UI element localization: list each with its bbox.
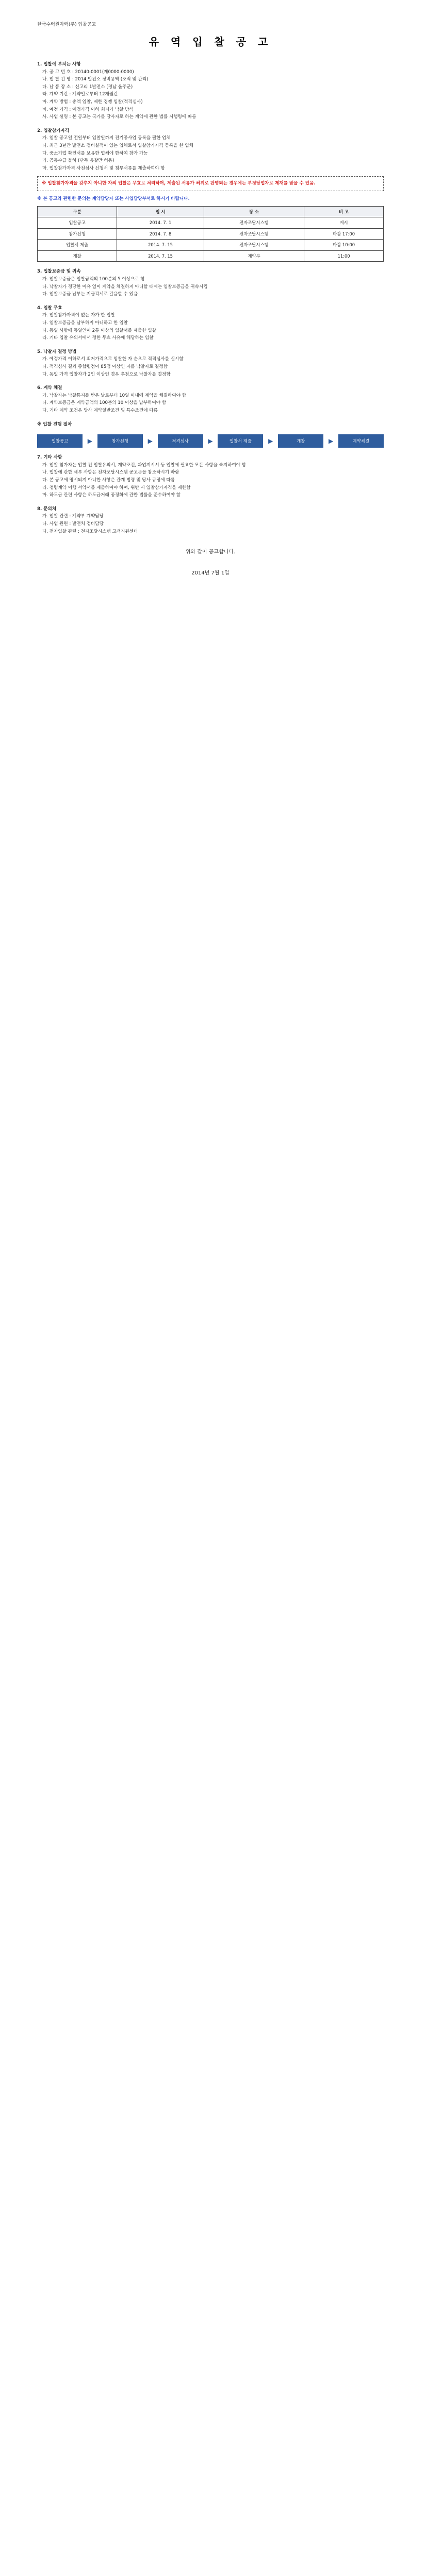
table-header-cell: 구분 xyxy=(38,206,117,217)
section-line: 가. 공 고 번 호 : 20140-0001(제0000-0000) xyxy=(42,69,134,75)
document-page xyxy=(37,21,384,577)
section-heading: 7. 기타 사항 xyxy=(37,455,62,461)
table-body xyxy=(38,217,384,262)
section-line: 가. 입찰보증금은 입찰금액의 100분의 5 이상으로 함 xyxy=(42,277,145,282)
arrow-right-icon: ▶ xyxy=(148,437,153,445)
process-step: 입찰공고 xyxy=(37,434,83,448)
arrow-right-icon: ▶ xyxy=(328,437,334,445)
section-line: 가. 예정가격 이하로서 최저가격으로 입찰한 자 순으로 적격심사를 실시함 xyxy=(42,357,184,362)
section-line: 가. 입찰 관련 : 계약부 계약담당 xyxy=(42,514,104,519)
section-line: 마. 계약 방법 : 총액 입찰, 제한 경쟁 입찰(적격심사) xyxy=(42,99,143,105)
section-line: 다. 동일 사항에 동일인이 2통 이상의 입찰서를 제출한 입찰 xyxy=(42,328,156,333)
section-line: 다. 중소기업 확인서를 보유한 업체에 한하여 참가 가능 xyxy=(42,150,148,156)
section-line: 다. 납 품 장 소 : 신고리 1발전소 (경남 울주군) xyxy=(42,84,133,90)
closing-text: 위와 같이 공고합니다. xyxy=(185,549,236,555)
table-cell: 2014. 7. 8 xyxy=(117,228,204,240)
section-heading: 2. 입찰참가자격 xyxy=(37,128,70,133)
table-header-row xyxy=(38,206,384,217)
section-line: 가. 입찰참가자격이 없는 자가 한 입찰 xyxy=(42,313,115,318)
table-cell: 2014. 7. 15 xyxy=(117,250,204,262)
table-cell: 개찰 xyxy=(38,250,117,262)
more-sections-container xyxy=(37,268,384,414)
blue-notice: ※ 본 공고와 관련한 문의는 계약담당자 또는 사업담당부서로 하시기 바랍니다. xyxy=(37,196,190,201)
section-line: 나. 최근 3년간 발전소 정비실적이 있는 업체로서 입찰참가자격 등록을 한 업체 xyxy=(42,143,193,148)
section-line: 나. 계약보증금은 계약금액의 100분의 10 이상을 납부하여야 함 xyxy=(42,400,167,406)
section-line: 가. 낙찰자는 낙찰통지를 받은 날로부터 10일 이내에 계약을 체결하여야 함 xyxy=(42,393,186,398)
section-line: 나. 입 찰 건 명 : 2014 발전소 정비용역 (조직 및 관리) xyxy=(42,77,149,82)
section-line: 나. 낙찰자가 정당한 이유 없이 계약을 체결하지 아니할 때에는 입찰보증금을 귀속시킴 xyxy=(42,284,208,290)
table-cell: 입찰서 제출 xyxy=(38,240,117,251)
schedule-table xyxy=(37,206,384,262)
section-line: 나. 적격심사 결과 종합평점이 85점 이상인 자를 낙찰자로 결정함 xyxy=(42,364,168,369)
org-line: 한국수력원자력(주) 입찰공고 xyxy=(37,22,96,27)
process-title: ※ 입찰 진행 절차 xyxy=(37,421,72,427)
section-line: 라. 계약 기간 : 계약일로부터 12개월간 xyxy=(42,92,118,97)
section-line: 라. 청렴계약 이행 서약서를 제출하여야 하며, 위반 시 입찰참가자격을 제한함 xyxy=(42,485,191,490)
section-heading: 1. 입찰에 부치는 사항 xyxy=(37,62,81,67)
section-heading: 6. 계약 체결 xyxy=(37,385,62,391)
final-sections-container xyxy=(37,454,384,535)
section-line: 사. 사업 설명 : 본 공고는 국가를 당사자로 하는 계약에 관한 법률 시행령에 따름 xyxy=(42,114,196,120)
section-line: 다. 기타 계약 조건은 당사 계약일반조건 및 특수조건에 따름 xyxy=(42,408,158,413)
table-cell: 2014. 7. 1 xyxy=(117,217,204,229)
section-line: 마. 하도급 관련 사항은 하도급거래 공정화에 관한 법률을 준수하여야 함 xyxy=(42,493,181,498)
section-line: 가. 입찰 참가자는 입찰 전 입찰유의서, 계약조건, 과업지시서 등 입찰에 필요한 모든 사항을 숙지하여야 함 xyxy=(42,462,247,468)
section-line: 나. 사업 관련 : 발전처 정비담당 xyxy=(42,521,104,527)
section-line: 가. 입찰 공고일 전일부터 입찰일까지 전기공사업 등록을 필한 업체 xyxy=(42,135,171,141)
table-cell: 계약부 xyxy=(204,250,304,262)
process-step: 입찰서 제출 xyxy=(218,434,263,448)
section-heading: 4. 입찰 무효 xyxy=(37,305,62,311)
red-notice: ※ 입찰참가자격을 갖추지 아니한 자의 입찰은 무효로 처리하며, 제출된 서류가 허위로 판명되는 경우에는 부정당업자로 제재를 받을 수 있음. xyxy=(42,181,316,187)
section-line: 다. 입찰보증금 납부는 지급각서로 갈음할 수 있음 xyxy=(42,292,138,297)
arrow-right-icon: ▶ xyxy=(208,437,213,445)
table-row xyxy=(38,250,384,262)
table-row xyxy=(38,217,384,229)
document-title: 유 역 입 찰 공 고 xyxy=(149,36,272,48)
process-flow xyxy=(37,434,384,448)
process-step: 개찰 xyxy=(278,434,323,448)
table-row xyxy=(38,240,384,251)
table-cell: 전자조달시스템 xyxy=(204,228,304,240)
document-body xyxy=(37,61,384,577)
table-header-cell: 장 소 xyxy=(204,206,304,217)
section-line: 다. 동일 가격 입찰자가 2인 이상인 경우 추첨으로 낙찰자를 결정함 xyxy=(42,371,171,377)
arrow-right-icon: ▶ xyxy=(268,437,273,445)
section-line: 바. 예정 가격 : 예정가격 이하 최저가 낙찰 방식 xyxy=(42,107,134,112)
section-line: 라. 기타 입찰 유의서에서 정한 무효 사유에 해당하는 입찰 xyxy=(42,335,154,341)
table-row xyxy=(38,228,384,240)
table-cell: 입찰공고 xyxy=(38,217,117,229)
process-step: 계약체결 xyxy=(338,434,384,448)
arrow-right-icon: ▶ xyxy=(87,437,93,445)
section-line: 나. 입찰보증금을 납부하지 아니하고 한 입찰 xyxy=(42,320,128,326)
table-cell: 11:00 xyxy=(304,250,384,262)
table-header-cell: 일 시 xyxy=(117,206,204,217)
section-heading: 3. 입찰보증금 및 귀속 xyxy=(37,269,81,275)
section-heading: 8. 문의처 xyxy=(37,506,57,512)
section-line: 다. 전자입찰 관련 : 전자조달시스템 고객지원센터 xyxy=(42,529,138,534)
process-step: 적격심사 xyxy=(158,434,203,448)
process-step: 참가신청 xyxy=(97,434,143,448)
table-header-cell: 비 고 xyxy=(304,206,384,217)
red-notice-box xyxy=(37,176,384,191)
table-cell: 마감 10:00 xyxy=(304,240,384,251)
section-line: 마. 입찰참가자격 사전심사 신청서 및 첨부서류를 제출하여야 함 xyxy=(42,165,165,171)
sections-container xyxy=(37,61,384,172)
issue-date: 2014년 7월 1일 xyxy=(191,570,230,576)
section-line: 다. 본 공고에 명시되지 아니한 사항은 관계 법령 및 당사 규정에 따름 xyxy=(42,477,175,483)
table-cell: 참가신청 xyxy=(38,228,117,240)
table-cell: 전자조달시스템 xyxy=(204,240,304,251)
table-cell: 2014. 7. 15 xyxy=(117,240,204,251)
table-cell: 전자조달시스템 xyxy=(204,217,304,229)
table-cell: 게시 xyxy=(304,217,384,229)
section-line: 나. 입찰에 관한 세부 사항은 전자조달시스템 공고문을 참조하시기 바람 xyxy=(42,470,179,476)
section-line: 라. 공동수급 불허 (단독 응찰만 허용) xyxy=(42,158,114,164)
table-cell: 마감 17:00 xyxy=(304,228,384,240)
section-heading: 5. 낙찰자 결정 방법 xyxy=(37,349,77,354)
